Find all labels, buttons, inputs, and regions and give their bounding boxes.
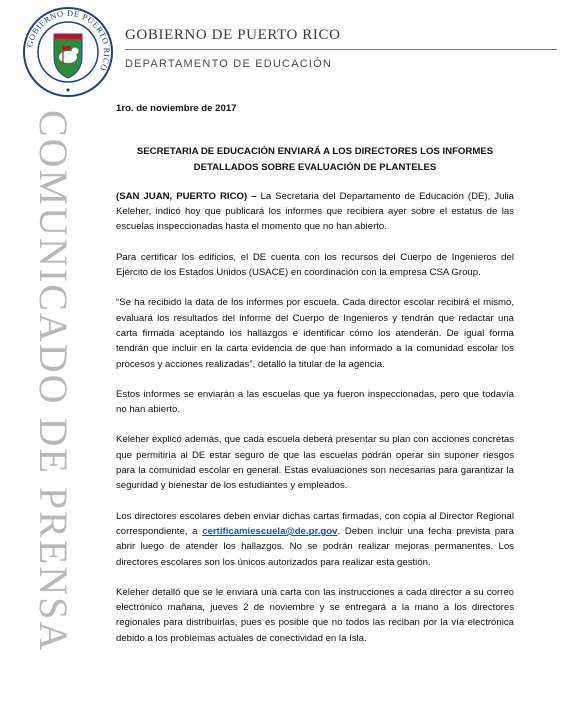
paragraph-6-text-end: . Deben incluir una fecha prevista para abrir luego de atender los hallazgos. No se podrán realizar mejoras permanentes. Los directores escolares son los únicos autorizados para realizar esta gestión. xyxy=(116,525,514,568)
paragraph-4: Estos informes se enviarán a las escuelas que ya fueron inspeccionadas, pero que todavía no han abierto. xyxy=(116,388,514,416)
press-release-vertical-text: COMUNICADO DE PRENSA xyxy=(31,110,76,653)
department-name: DEPARTAMENTO DE EDUCACIÓN xyxy=(125,58,333,70)
press-release-vertical-label xyxy=(28,110,78,670)
paragraph-3: “Se ha recibido la data de los informes por escuela. Cada director escolar recibirá el mismo, evaluará los resultados del informe del Cuerpo de Ingenieros y tendrán que redactar una carta firmada aceptando los hallazgos e identificar cómo los atenderán. De igual forma tendrán que incluir en la carta evidencia de que han informado a la comunidad escolar los procesos y acciones realizadas”, detalló la titular de la agencia. xyxy=(116,297,514,370)
paragraph-1 xyxy=(116,189,514,235)
seal-of-puerto-rico-icon xyxy=(22,6,114,98)
header-divider xyxy=(125,49,557,50)
paragraph-1-text: La Secretaria del Departamento de Educación (DE), Julia Keleher, indicó hoy que publicará los informes que recibiera ayer sobre el estatus de las escuelas inspeccionadas hasta el momento que no han abierto. xyxy=(116,190,515,233)
dateline: (SAN JUAN, PUERTO RICO) – xyxy=(116,190,257,202)
paragraph-6-text-start: Los directores escolares deben enviar dichas cartas firmadas, con copia al Director Regional correspondiente, a xyxy=(116,510,514,537)
paragraph-2: Para certificar los edificios, el DE cuenta con los recursos del Cuerpo de Ingenieros del Ejército de los Estados Unidos (USACE) en coordinación con la empresa CSA Group. xyxy=(116,251,514,279)
government-name: GOBIERNO DE PUERTO RICO xyxy=(125,27,341,43)
release-date: 1ro. de noviembre de 2017 xyxy=(116,103,237,114)
email-link[interactable]: certificamiescuela@de.pr.gov xyxy=(202,525,338,537)
seal-ring-text: GOBIERNO DE PUERTO RICO xyxy=(25,8,112,73)
paragraph-5: Keleher explicó además, que cada escuela deberá presentar su plan con acciones concretas que permitiría al DE estar seguro de que las escuelas podrán operar sin suponer riesgos para la comunidad escolar en general. Estas evaluaciones son necesarias para garantizar la seguridad y bienestar de los estudiantes y empleados. xyxy=(116,434,514,492)
paragraph-6 xyxy=(116,509,514,570)
release-title: SECRETARIA DE EDUCACIÓN ENVIARÁ A LOS DIRECTORES LOS INFORMES DETALLADOS SOBRE EVALUACIÓN DE PLANTELES xyxy=(136,146,494,173)
paragraph-7: Keleher detalló que se le enviará una carta con las instrucciones a cada director a su correo electrónico mañana, jueves 2 de noviembre y se entregará a la mano a los directores regionales para distribuirlas, pues es posible que no todos las reciban por la vía electrónica debido a los problemas actuales de conectividad en la Isla. xyxy=(116,586,514,644)
press-release-body xyxy=(116,101,514,661)
